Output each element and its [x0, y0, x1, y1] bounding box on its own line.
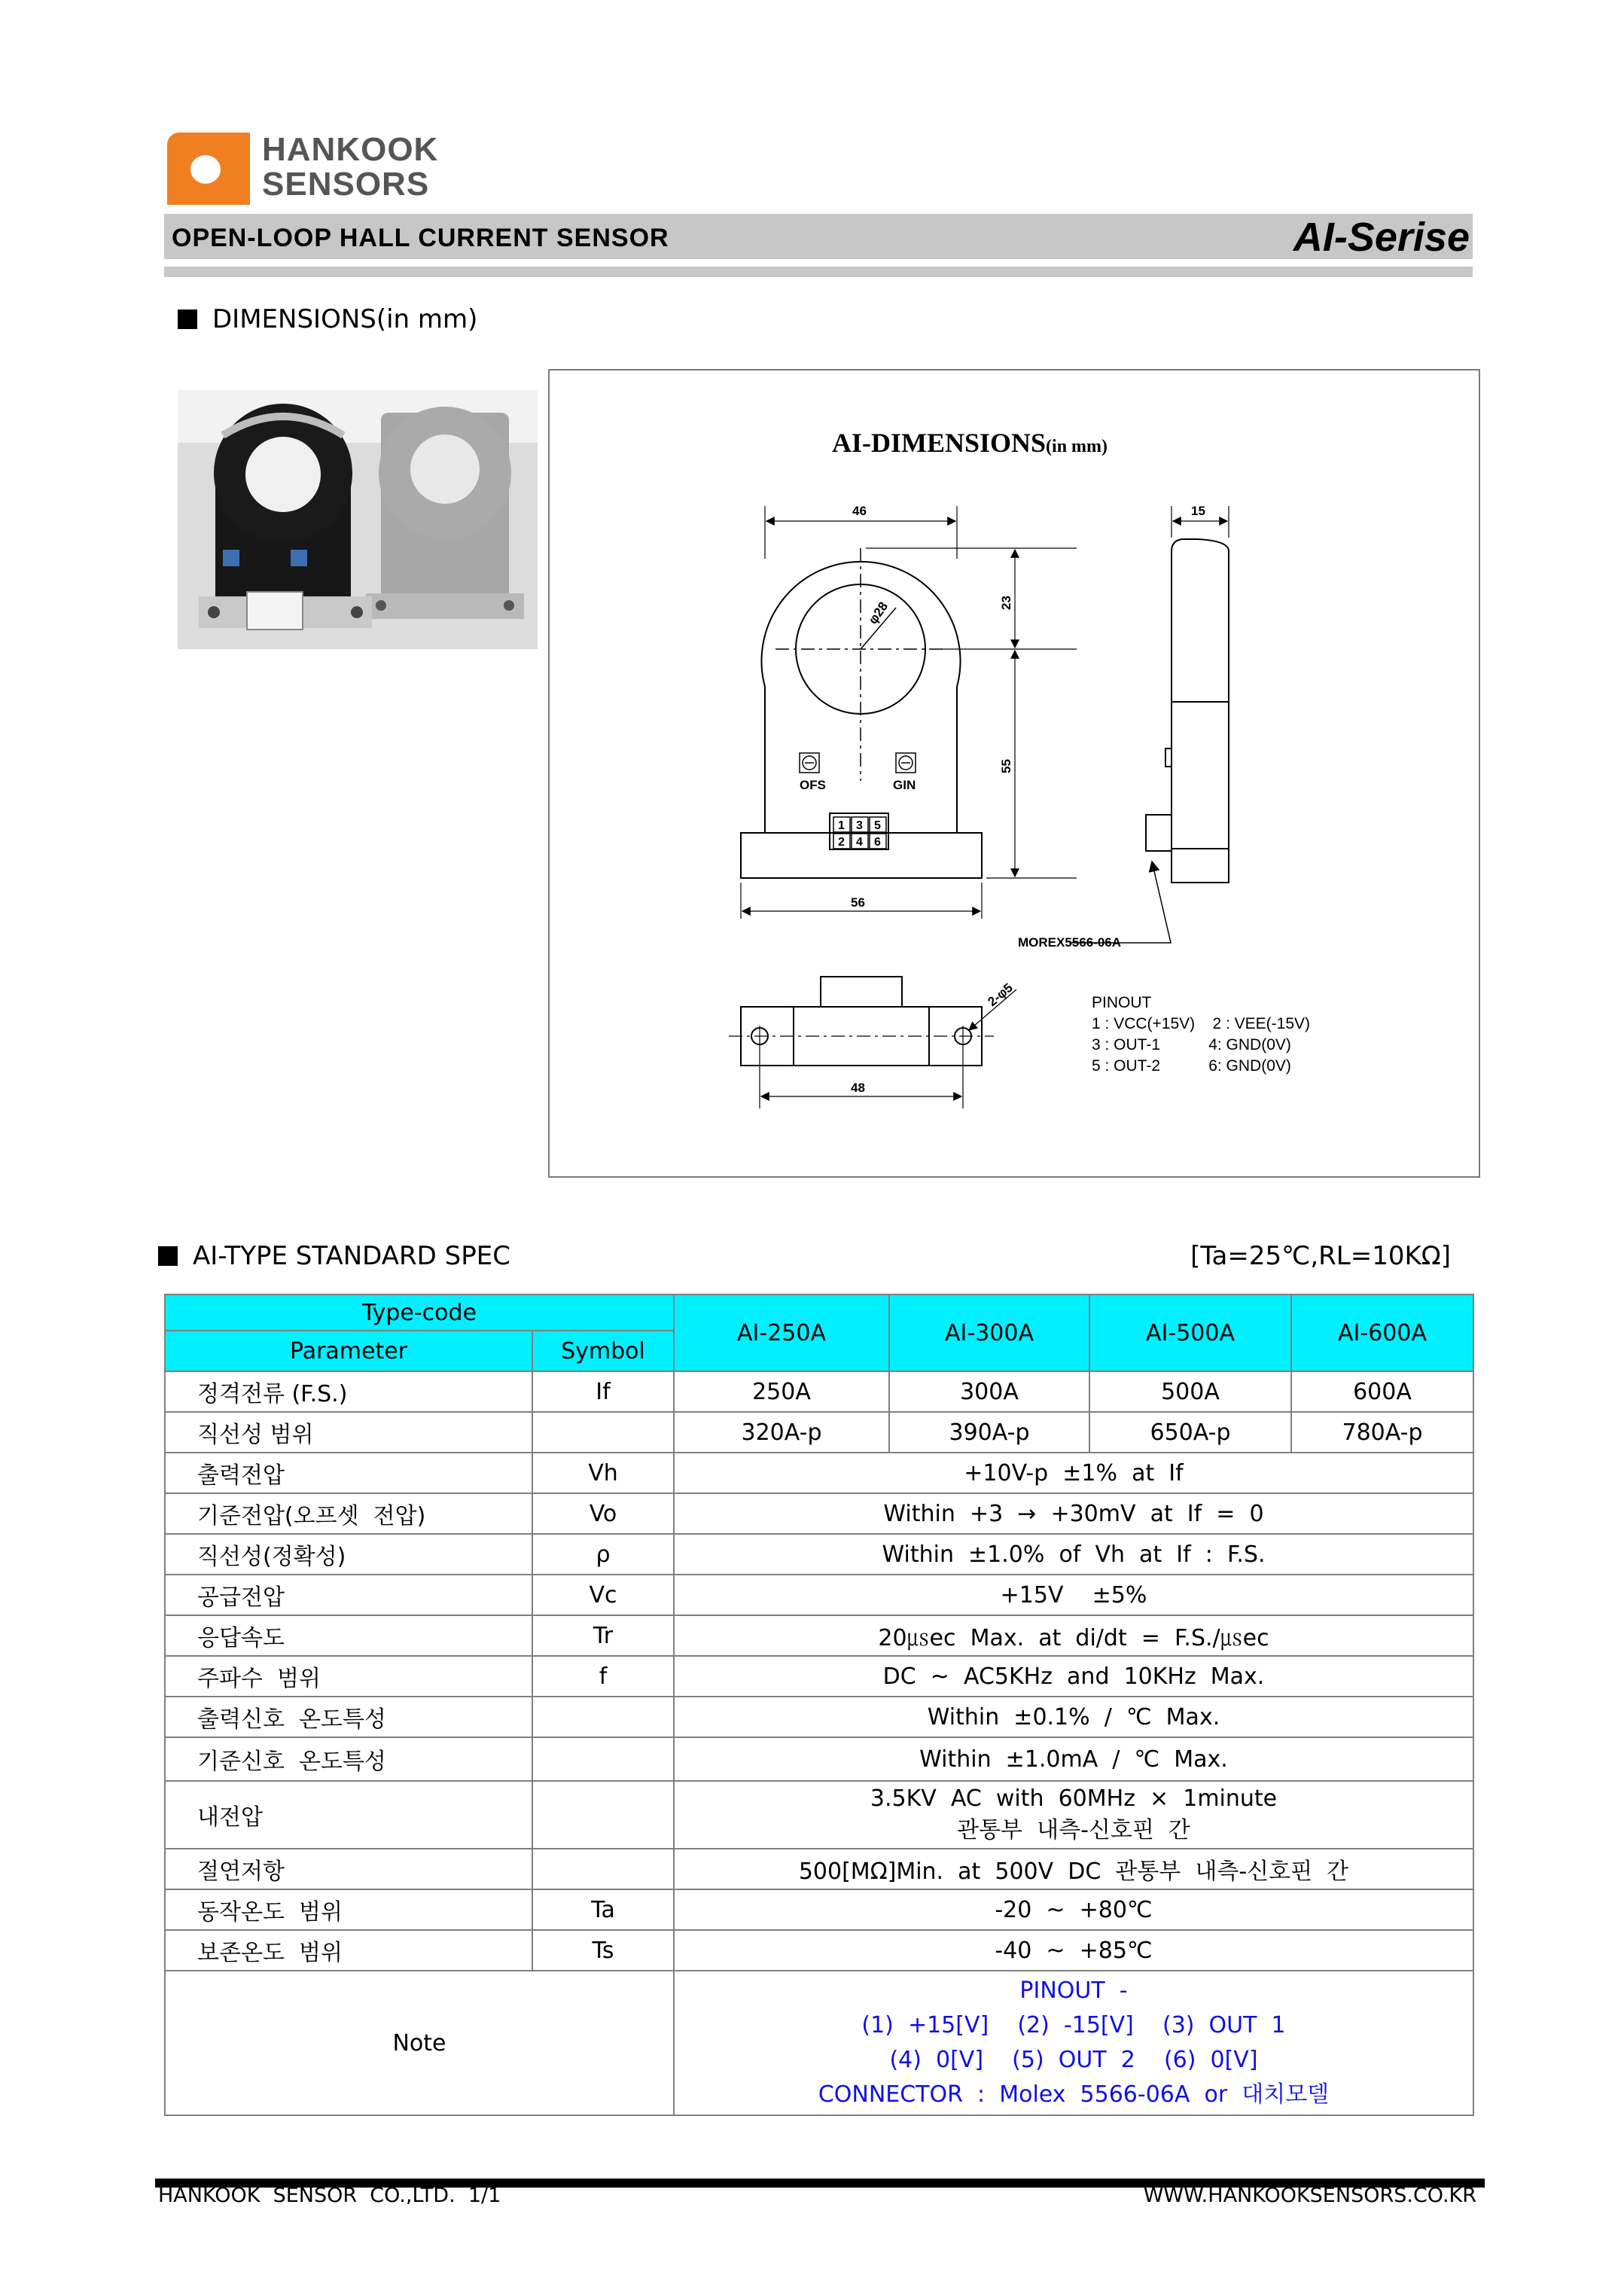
symbol-cell [532, 1737, 674, 1781]
footer-company: HANKOOK SENSOR CO.,LTD. 1/1 [158, 2184, 501, 2207]
value-cell: 320A-p [674, 1412, 889, 1453]
dim-23-label: 23 [999, 596, 1013, 610]
value-cell: 390A-p [889, 1412, 1089, 1453]
dim-56-label: 56 [851, 895, 865, 910]
note-content [674, 1971, 1473, 2115]
value-cell: DC ~ AC5KHz and 10KHz Max. [674, 1656, 1473, 1697]
drawing-pinout-line-3: 5 : OUT-2 6: GND(0V) [1092, 1057, 1291, 1075]
pin-1-label: 1 [838, 819, 845, 832]
dimensions-heading [178, 304, 477, 334]
param-cell: 내전압 [165, 1781, 532, 1849]
type-code-header: Type-code [165, 1294, 674, 1331]
drawing-title-unit: (in mm) [1046, 437, 1108, 456]
symbol-cell: Vc [532, 1575, 674, 1615]
pin-3-label: 3 [856, 819, 863, 832]
ofs-label: OFS [800, 778, 826, 792]
table-row [165, 1453, 1473, 1493]
withstand-line-2: 관통부 내측-신호핀 간 [957, 1817, 1190, 1843]
symbol-cell: f [532, 1656, 674, 1697]
pin-4-label: 4 [856, 836, 863, 849]
value-cell: Within ±0.1% / ℃ Max. [674, 1697, 1473, 1737]
dim-46-label: 46 [852, 504, 867, 518]
value-cell: 500[MΩ]Min. at 500V DC 관통부 내측-신호핀 간 [674, 1849, 1473, 1889]
note-line-3: (4) 0[V] (5) OUT 2 (6) 0[V] [889, 2047, 1258, 2073]
value-cell: Within ±1.0mA / ℃ Max. [674, 1737, 1473, 1781]
symbol-cell [532, 1781, 674, 1849]
param-cell: 공급전압 [165, 1575, 532, 1615]
table-header-row-1 [165, 1294, 1473, 1331]
spec-heading [158, 1241, 510, 1271]
footer-website: WWW.HANKOOKSENSORS.CO.KR [1143, 2184, 1476, 2207]
table-row [165, 1371, 1473, 1412]
table-row [165, 1493, 1473, 1534]
symbol-cell: If [532, 1371, 674, 1412]
table-row [165, 1781, 1473, 1849]
parameter-header: Parameter [165, 1331, 532, 1371]
model-header-4: AI-600A [1291, 1294, 1473, 1371]
value-cell: -20 ~ +80℃ [674, 1889, 1473, 1930]
note-line-4: CONNECTOR : Molex 5566-06A or 대치모델 [818, 2081, 1330, 2108]
dim-15-label: 15 [1191, 504, 1205, 518]
spec-condition: [Ta=25℃,RL=10KΩ] [1190, 1241, 1451, 1271]
logo-dot [190, 155, 221, 184]
spec-table [164, 1294, 1474, 2116]
value-cell: 600A [1291, 1371, 1473, 1412]
param-cell: 정격전류 (F.S.) [165, 1371, 532, 1412]
param-cell: 기준전압(오프셋 전압) [165, 1493, 532, 1534]
symbol-cell: Ta [532, 1889, 674, 1930]
logo-line-2: SENSORS [262, 166, 430, 203]
pin-6-label: 6 [874, 836, 881, 849]
logo-line-1: HANKOOK [262, 131, 439, 168]
value-cell: -40 ~ +85℃ [674, 1930, 1473, 1971]
withstand-line-1: 3.5KV AC with 60MHz × 1minute [870, 1785, 1278, 1812]
dimension-drawing-frame [548, 369, 1480, 1178]
table-row [165, 1697, 1473, 1737]
param-cell: 동작온도 범위 [165, 1889, 532, 1930]
value-cell: +15V ±5% [674, 1575, 1473, 1615]
drawing-pinout-line-1: 1 : VCC(+15V) 2 : VEE(-15V) [1092, 1015, 1311, 1032]
pin-2-label: 2 [838, 836, 845, 849]
note-label: Note [165, 1971, 674, 2115]
param-cell: 기준신호 온도특성 [165, 1737, 532, 1781]
dim-2phi5-label: 2-φ5 [985, 980, 1016, 1010]
title-bar [164, 214, 1473, 259]
symbol-cell: Vo [532, 1493, 674, 1534]
table-row [165, 1930, 1473, 1971]
param-cell: 보존온도 범위 [165, 1930, 532, 1971]
product-subtitle: OPEN-LOOP HALL CURRENT SENSOR [172, 224, 669, 252]
drawing-pinout-title: PINOUT [1092, 994, 1152, 1011]
value-cell: 300A [889, 1371, 1089, 1412]
value-cell: Within +3 → +30mV at If = 0 [674, 1493, 1473, 1534]
table-row [165, 1656, 1473, 1697]
dimension-drawing [550, 370, 1479, 1176]
symbol-cell [532, 1412, 674, 1453]
table-row [165, 1412, 1473, 1453]
value-cell: 780A-p [1291, 1412, 1473, 1453]
value-cell: Within ±1.0% of Vh at If : F.S. [674, 1534, 1473, 1575]
model-header-2: AI-300A [889, 1294, 1089, 1371]
connector-callout-label: MOREX5566-06A [1018, 935, 1122, 950]
table-row [165, 1737, 1473, 1781]
gin-label: GIN [893, 778, 916, 792]
spec-heading-text: AI-TYPE STANDARD SPEC [193, 1241, 510, 1271]
dim-48-label: 48 [851, 1081, 865, 1095]
dim-phi28-label: φ28 [865, 599, 891, 627]
value-cell: 250A [674, 1371, 889, 1412]
dimensions-heading-text: DIMENSIONS(in mm) [212, 304, 478, 334]
param-cell: 주파수 범위 [165, 1656, 532, 1697]
pin-5-label: 5 [874, 819, 881, 832]
symbol-cell [532, 1697, 674, 1737]
note-row [165, 1971, 1473, 2115]
symbol-header: Symbol [532, 1331, 674, 1371]
value-cell: 500A [1089, 1371, 1291, 1412]
product-photo-illustration [178, 390, 538, 649]
company-logo-mark [167, 133, 250, 205]
value-cell [674, 1781, 1473, 1849]
param-cell: 직선성(정확성) [165, 1534, 532, 1575]
table-row [165, 1575, 1473, 1615]
symbol-cell: Tr [532, 1615, 674, 1656]
model-header-1: AI-250A [674, 1294, 889, 1371]
table-row [165, 1615, 1473, 1656]
note-line-2: (1) +15[V] (2) -15[V] (3) OUT 1 [861, 2012, 1286, 2038]
product-photo [178, 390, 538, 649]
note-line-1: PINOUT - [1019, 1977, 1128, 2004]
company-logo-text [262, 133, 438, 202]
symbol-cell: Ts [532, 1930, 674, 1971]
table-row [165, 1889, 1473, 1930]
value-cell: 20㎲ec Max. at di/dt = F.S./㎲ec [674, 1615, 1473, 1656]
param-cell: 출력신호 온도특성 [165, 1697, 532, 1737]
series-title: AI-Serise [1293, 215, 1470, 260]
param-cell: 절연저항 [165, 1849, 532, 1889]
drawing-pinout-line-2: 3 : OUT-1 4: GND(0V) [1092, 1036, 1291, 1053]
param-cell: 응답속도 [165, 1615, 532, 1656]
drawing-title-main: AI-DIMENSIONS [832, 428, 1047, 458]
symbol-cell [532, 1849, 674, 1889]
dim-55-label: 55 [999, 759, 1013, 773]
title-underline-bar [164, 267, 1473, 277]
bullet-square-icon [158, 1246, 178, 1266]
bullet-square-icon [178, 309, 197, 329]
symbol-cell: ρ [532, 1534, 674, 1575]
symbol-cell: Vh [532, 1453, 674, 1493]
model-header-3: AI-500A [1089, 1294, 1291, 1371]
param-cell: 직선성 범위 [165, 1412, 532, 1453]
param-cell: 출력전압 [165, 1453, 532, 1493]
value-cell: 650A-p [1089, 1412, 1291, 1453]
table-row [165, 1849, 1473, 1889]
value-cell: +10V-p ±1% at If [674, 1453, 1473, 1493]
table-row [165, 1534, 1473, 1575]
